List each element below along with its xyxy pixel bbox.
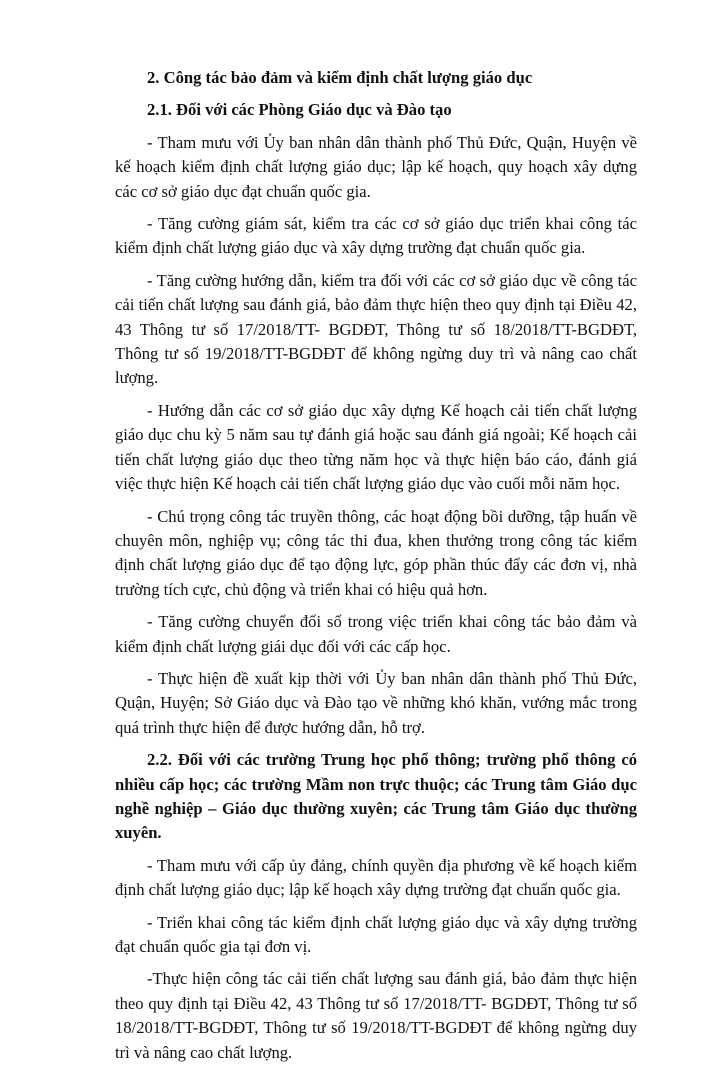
paragraph: - Tăng cường giám sát, kiểm tra các cơ sở giáo dục triển khai công tác kiểm định chất lượng giáo dục và xây dựng trường đạt chuẩn quốc gia. (115, 214, 637, 258)
paragraph: - Triển khai công tác kiểm định chất lượng giáo dục và xây dựng trường đạt chuẩn quốc gia tại đơn vị. (115, 912, 637, 956)
subsection-2-title: 2.2. Đối với các trường Trung học phổ thông; trường phổ thông có nhiều cấp học; các trường Mầm non trực thuộc; các Trung tâm Giáo dục nghề nghiệp – Giáo dục thường xuyên; các Trung tâm Giáo dục thường xuyên. (115, 750, 637, 843)
paragraph: - Hướng dẫn các cơ sở giáo dục xây dựng Kế hoạch cải tiến chất lượng giáo dục chu kỳ 5 năm sau tự đánh giá hoặc sau đánh giá ngoài; Kế hoạch cải tiến chất lượng giáo dục theo từng năm học và thực hiện báo cáo, đánh giá việc thực hiện Kế hoạch cải tiến chất lượng giáo dục vào cuối mỗi năm học. (115, 400, 637, 494)
paragraph: - Tham mưu với cấp ủy đảng, chính quyền địa phương về kế hoạch kiểm định chất lượng giáo dục; lập kế hoạch xây dựng trường đạt chuẩn quốc gia. (115, 855, 637, 900)
paragraph: - Tăng cường hướng dẫn, kiểm tra đối với các cơ sở giáo dục về công tác cải tiến chất lượng sau đánh giá, bảo đảm thực hiện theo quy định tại Điều 42, 43 Thông tư số 17/2018/TT- BGDĐT, Thông tư số 18/2018/TT-BGDĐT, Thông tư số 19/2018/TT-BGDĐT để không ngừng duy trì và nâng cao chất lượng. (115, 270, 637, 388)
subsection-1-title: 2.1. Đối với các Phòng Giáo dục và Đào tạo (147, 100, 452, 120)
paragraph: - Tăng cường chuyển đổi số trong việc triển khai công tác bảo đảm và kiểm định chất lượng giái dục đối với các cấp học. (115, 612, 637, 656)
paragraph: -Thực hiện công tác cải tiến chất lượng sau đánh giá, bảo đảm thực hiện theo quy định tại Điều 42, 43 Thông tư số 17/2018/TT- BGDĐT, Thông tư số 18/2018/TT-BGDĐT, Thông tư số 19/2018/TT-BGDĐT để không ngừng duy trì và nâng cao chất lượng. (115, 969, 637, 1062)
paragraph: - Tham mưu với Ủy ban nhân dân thành phố Thủ Đức, Quận, Huyện về kế hoạch kiểm định chất lượng giáo dục; lập kế hoạch, quy hoạch xây dựng các cơ sở giáo dục đạt chuẩn quốc gia. (115, 132, 637, 201)
paragraph: - Thực hiện đề xuất kịp thời với Ủy ban nhân dân thành phố Thủ Đức, Quận, Huyện; Sở Giáo dục và Đào tạo về những khó khăn, vướng mắc trong quá trình thực hiện để được hướng dẫn, hỗ trợ. (115, 668, 637, 737)
section-title: 2. Công tác bảo đảm và kiểm định chất lượng giáo dục (147, 68, 533, 87)
paragraph: - Chú trọng công tác truyền thông, các hoạt động bồi dưỡng, tập huấn về chuyên môn, nghiệp vụ; công tác thi đua, khen thưởng trong công tác kiểm định chất lượng giáo dục để tạo động lực, góp phần thúc đẩy các đơn vị, nhà trường tích cực, chủ động và triển khai có hiệu quả hơn. (115, 506, 637, 599)
